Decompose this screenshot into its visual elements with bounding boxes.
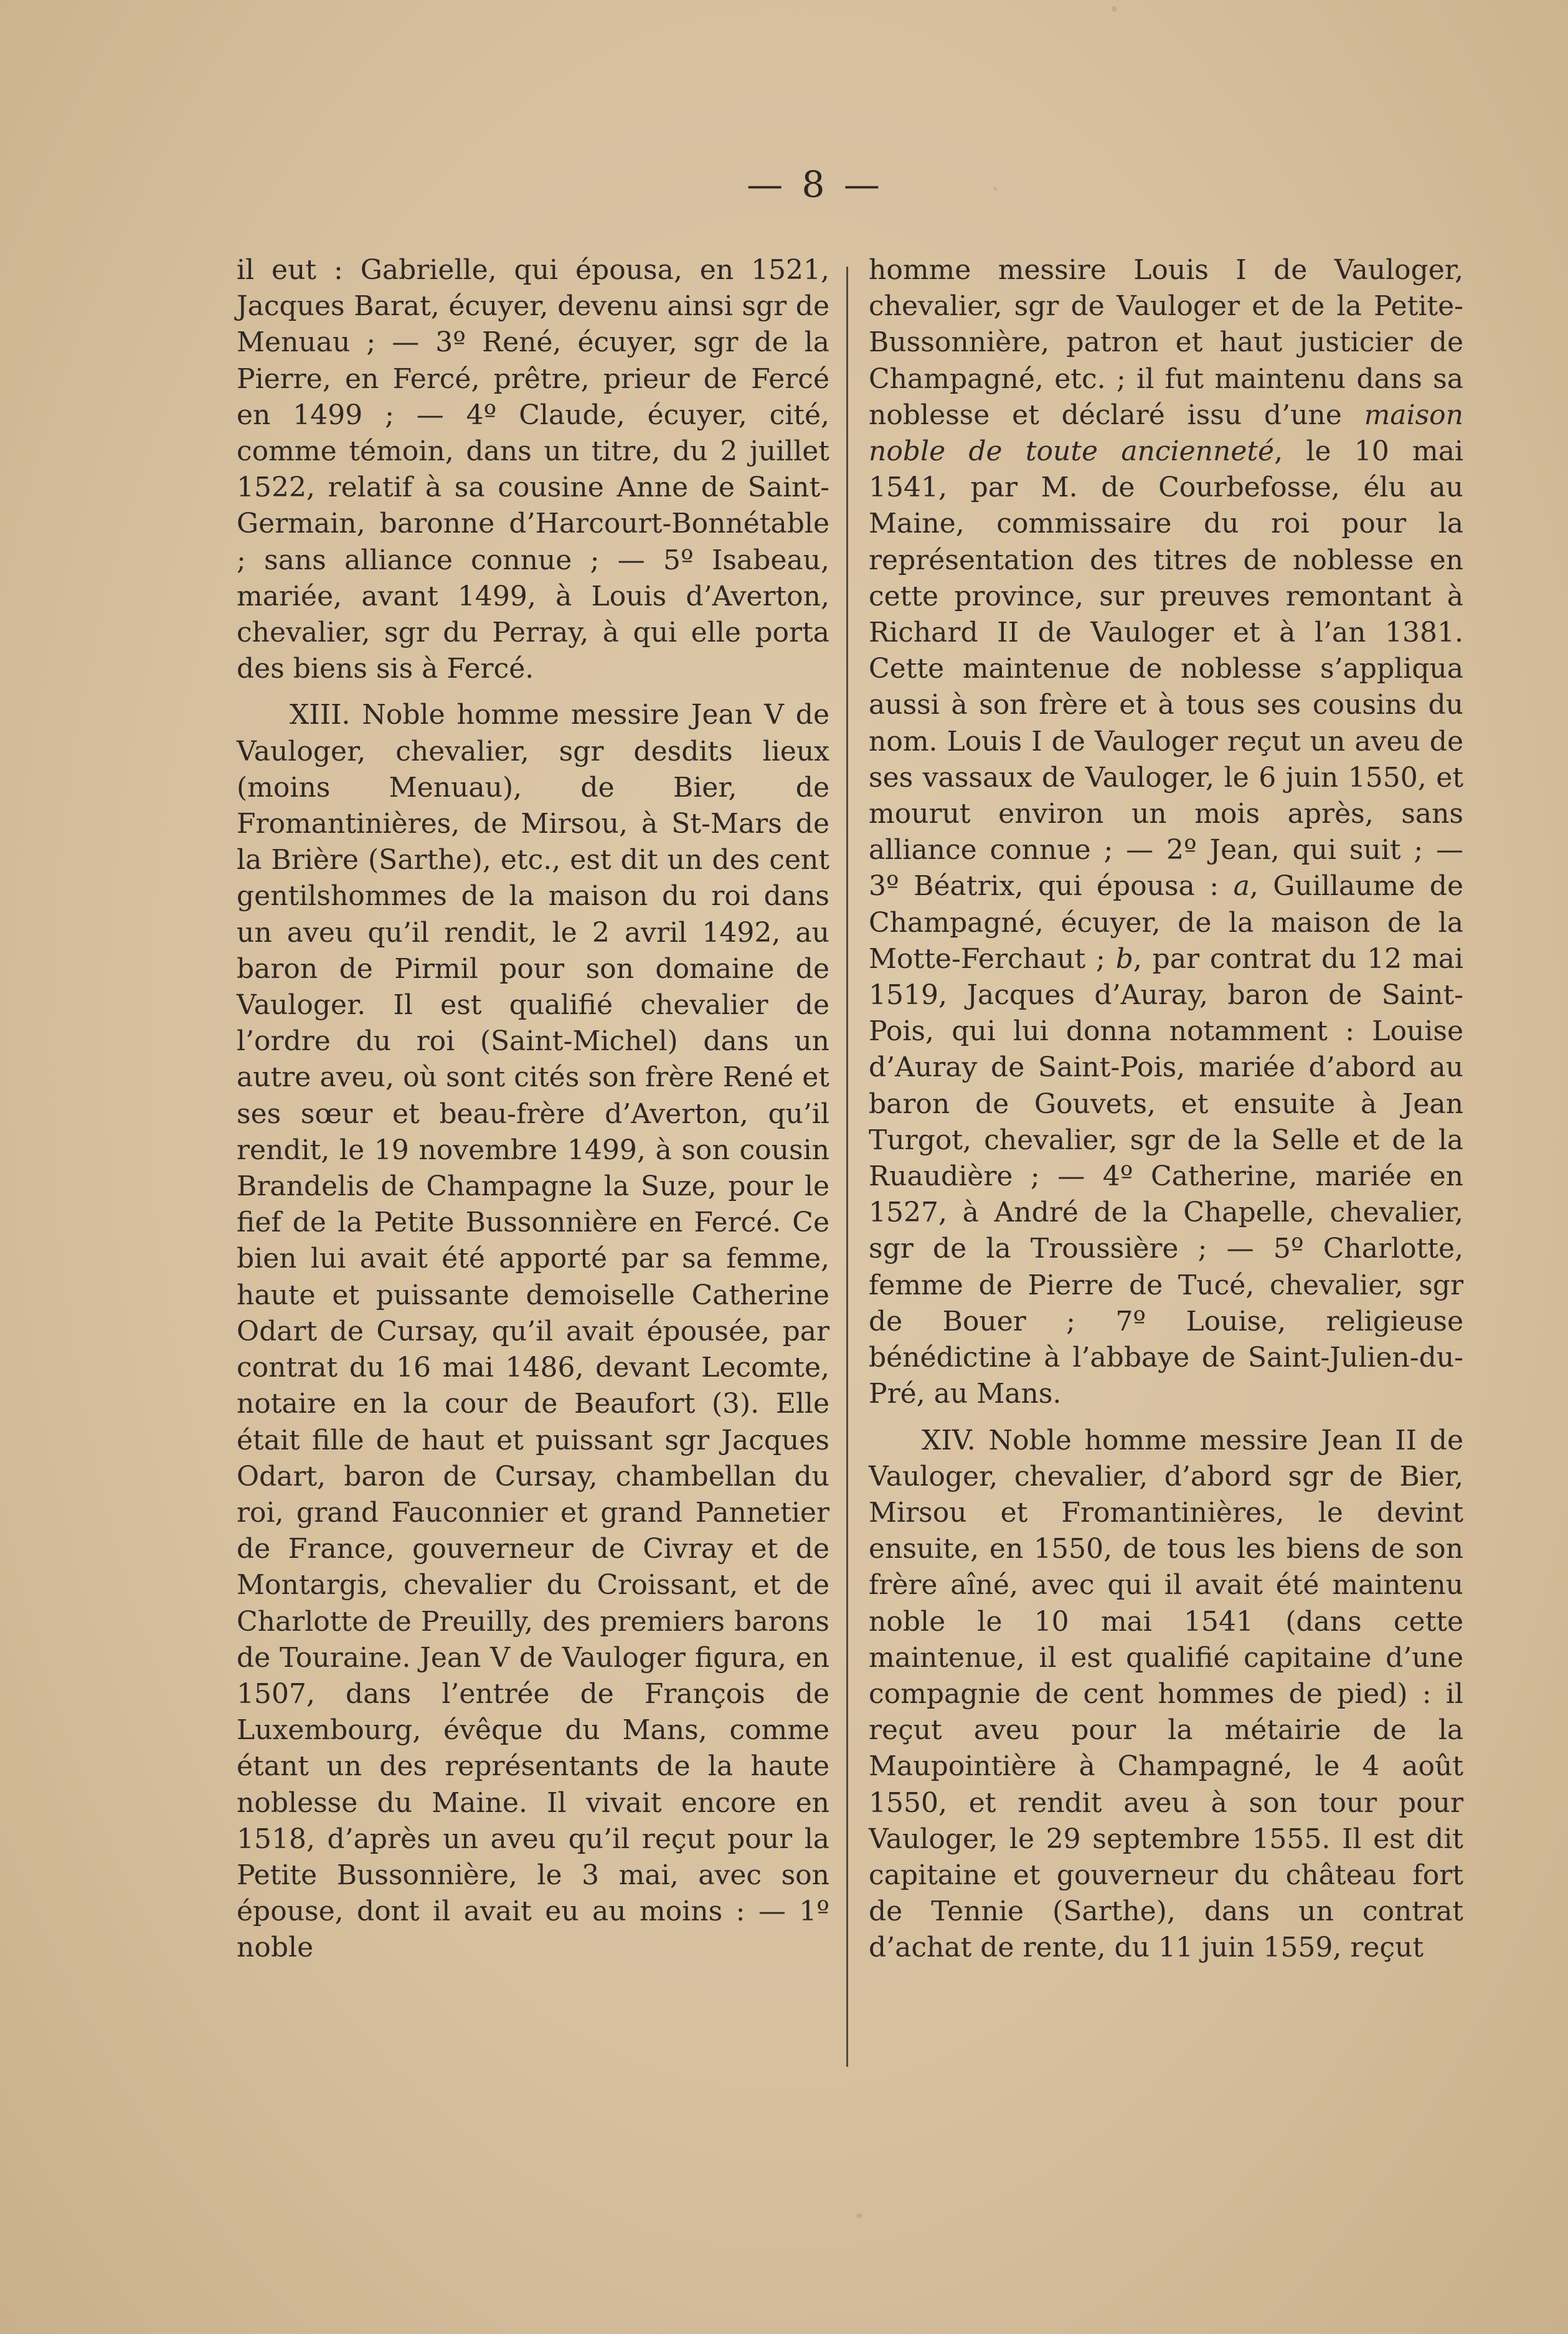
text-run: , par contrat du 12 mai 1519, Jacques d’Auray, baron de Saint-Pois, qui lui donna notamment : Louise d’Auray de Saint-Pois, mariée d’abord au baron de Gouvets, et ensuite à Jean Turgot, chevalier, sgr de la Selle et de la Ruaudière ; — 4º Catherine, mariée en 1527, à André de la Chapelle, chevalier, sgr de la Troussière ; — 5º Charlotte, femme de Pierre de Tucé, chevalier, sgr de Bouer ; 7º Louise, religieuse bénédictine à l’abbaye de Saint-Julien-du-Pré, au Mans. (869, 942, 1463, 1410)
paragraph-louis-i (869, 252, 1463, 1413)
text-run: homme messire Louis I de Vauloger, chevalier, sgr de Vauloger et de la Petite-Bussonnière, patron et haut justicier de Champagné, etc. ; il fut maintenu dans sa noblesse et déclaré issu d’une (869, 254, 1463, 431)
text-run: , le 10 mai 1541, par M. de Courbefosse, élu au Maine, commissaire du roi pour la représentation des titres de noblesse en cette province, sur preuves remontant à Richard II de Vauloger et à l’an 1381. Cette maintenue de noblesse s’appliqua aussi à son frère et à tous ses cousins du nom. Louis I de Vauloger reçut un aveu de ses vassaux de Vauloger, le 6 juin 1550, et mourut environ un mois après, sans alliance connue ; — 2º Jean, qui suit ; — 3º Béatrix, qui épousa : (869, 435, 1463, 903)
paper-stain (1112, 6, 1117, 12)
italic-phrase: maison noble de toute ancienneté (869, 399, 1463, 468)
italic-letter-b: b (1115, 942, 1133, 975)
paragraph-spacer (237, 687, 829, 697)
paper-stain (856, 2213, 862, 2218)
paragraph-spacer (869, 1413, 1463, 1423)
paragraph-generation-xiv: XIV. Noble homme messire Jean II de Vauloger, chevalier, d’abord sgr de Bier, Mirsou et Fromantinières, le devint ensuite, en 1550, de tous les biens de son frère aîné, avec qui il avait été maintenu noble le 10 mai 1541 (dans cette maintenue, il est qualifié capitaine d’une compagnie de cent hommes de pied) : il reçut aveu pour la métairie de la Maupointière à Champagné, le 4 août 1550, et rendit aveu à son tour pour Vauloger, le 29 septembre 1555. Il est dit capitaine et gouverneur du château fort de Tennie (Sarthe), dans un contrat d’achat de rente, du 11 juin 1559, reçut (869, 1424, 1463, 1964)
paragraph-children-list: il eut : Gabrielle, qui épousa, en 1521, Jacques Barat, écuyer, devenu ainsi sgr de Menuau ; — 3º René, écuyer, sgr de la Pierre, en Fercé, prêtre, prieur de Fercé en 1499 ; — 4º Claude, écuyer, cité, comme témoin, dans un titre, du 2 juillet 1522, relatif à sa cousine Anne de Saint-Germain, baronne d’Harcourt-Bonnétable ; sans alliance connue ; — 5º Isabeau, mariée, avant 1499, à Louis d’Averton, chevalier, sgr du Perray, à qui elle porta des biens sis à Fercé. (237, 254, 829, 685)
page-number: — 8 — (747, 163, 884, 206)
right-column (869, 252, 1463, 1966)
paragraph-generation-xiii: XIII. Noble homme messire Jean V de Vauloger, chevalier, sgr desdits lieux (moins Menuau), de Bier, de Fromantinières, de Mirsou, à St-Mars de la Brière (Sarthe), etc., est dit un des cent gentilshommes de la maison du roi dans un aveu qu’il rendit, le 2 avril 1492, au baron de Pirmil pour son domaine de Vauloger. Il est qualifié chevalier de l’ordre du roi (Saint-Michel) dans un autre aveu, où sont cités son frère René et ses sœur et beau-frère d’Averton, qu’il rendit, le 19 novembre 1499, à son cousin Brandelis de Champagne la Suze, pour le fief de la Petite Bussonnière en Fercé. Ce bien lui avait été apporté par sa femme, haute et puissante demoiselle Catherine Odart de Cursay, qu’il avait épousée, par contrat du 16 mai 1486, devant Lecomte, notaire en la cour de Beaufort (3). Elle était fille de haut et puissant sgr Jacques Odart, baron de Cursay, chambellan du roi, grand Fauconnier et grand Pannetier de France, gouverneur de Civray et de Montargis, chevalier du Croissant, et de Charlotte de Preuilly, des premiers barons de Touraine. Jean V de Vauloger figura, en 1507, dans l’entrée de François de Luxembourg, évêque du Mans, comme étant un des représentants de la haute noblesse du Maine. Il vivait encore en 1518, d’après un aveu qu’il reçut pour la Petite Bussonnière, le 3 mai, avec son épouse, dont il avait eu au moins : — 1º noble (237, 699, 829, 1964)
paper-stain (993, 187, 997, 191)
column-divider (846, 267, 848, 2067)
text-run: , Guillaume de Champagné, écuyer, de la maison de la Motte-Ferchaut ; (869, 870, 1463, 975)
italic-letter-a: a (1233, 870, 1250, 903)
left-column (237, 252, 829, 1966)
